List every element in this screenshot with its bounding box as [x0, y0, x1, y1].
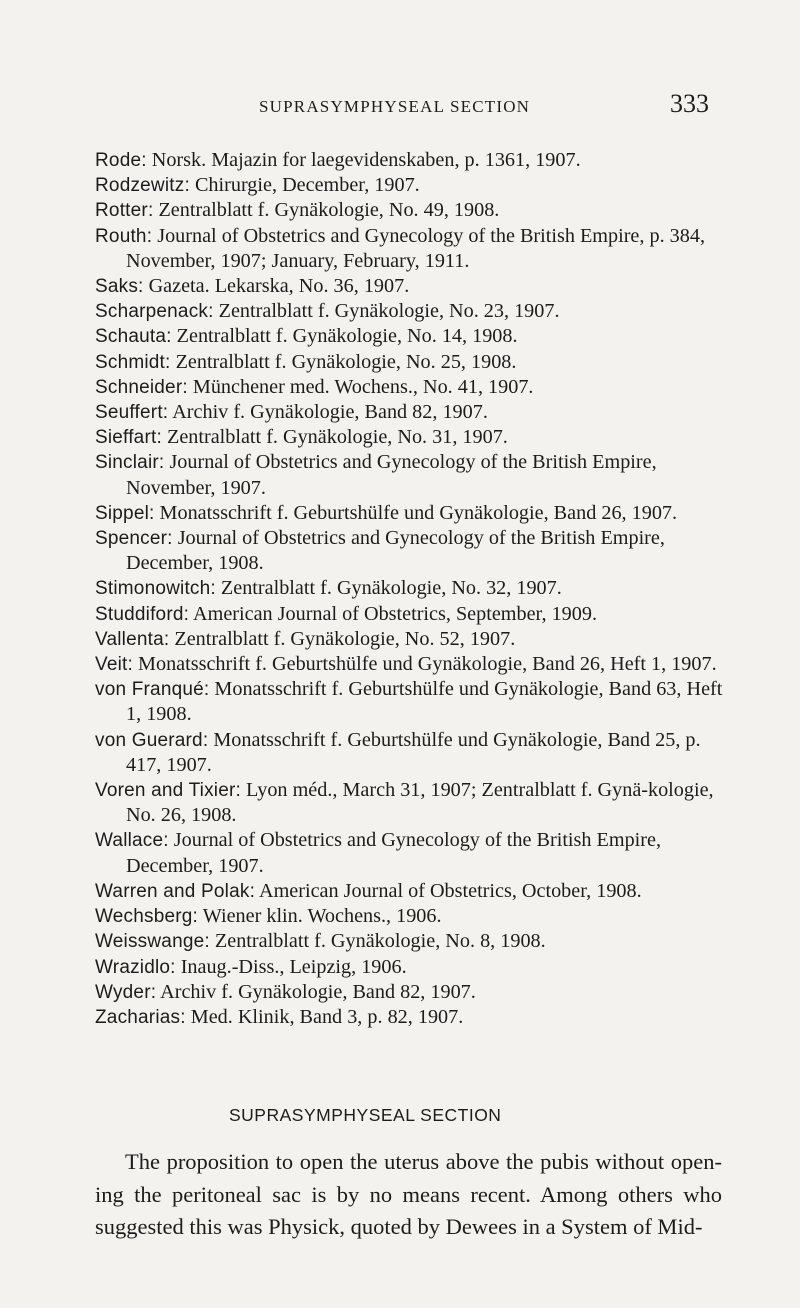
reference-author: Zacharias: [95, 1006, 186, 1028]
reference-citation: Gazeta. Lekarska, No. 36, 1907. [148, 275, 410, 298]
reference-author: Wyder: [95, 981, 157, 1003]
reference-entry [95, 350, 723, 375]
section-heading: SUPRASYMPHYSEAL SECTION [229, 1105, 502, 1125]
reference-author: Saks: [95, 276, 144, 298]
reference-citation: Zentralblatt f. Gynäkologie, No. 14, 1908. [176, 325, 518, 348]
reference-author: Weisswange: [95, 931, 210, 953]
reference-author: Schauta: [95, 326, 172, 348]
reference-author: Vallenta: [95, 628, 170, 650]
reference-citation: Wiener klin. Wochens., 1906. [202, 905, 442, 928]
reference-entry [95, 526, 723, 576]
reference-citation: Zentralblatt f. Gynäkologie, No. 52, 1907. [174, 627, 516, 650]
reference-list [95, 148, 723, 1030]
running-head: SUPRASYMPHYSEAL SECTION [259, 97, 531, 116]
reference-author: Rode: [95, 150, 147, 171]
reference-citation: Zentralblatt f. Gynäkologie, No. 25, 1908. [175, 350, 517, 373]
reference-citation: Med. Klinik, Band 3, p. 82, 1907. [190, 1005, 464, 1028]
reference-entry [95, 677, 723, 727]
reference-citation: American Journal of Obstetrics, October, 1908. [259, 879, 642, 902]
reference-entry [95, 602, 723, 627]
reference-citation: Zentralblatt f. Gynäkologie, No. 31, 1907. [166, 426, 508, 449]
reference-author: Studdiford: [95, 603, 190, 625]
reference-citation: Journal of Obstetrics and Gynecology of the British Empire, p. 384, November, 1907; January, February, 1911. [126, 224, 705, 272]
reference-entry [95, 173, 723, 198]
reference-author: Rotter: [95, 200, 154, 222]
reference-citation: American Journal of Obstetrics, September, 1909. [193, 602, 597, 625]
reference-author: Sippel: [95, 502, 155, 524]
reference-author: Sieffart: [95, 427, 162, 449]
reference-citation: Chirurgie, December, 1907. [194, 174, 420, 197]
reference-entry [95, 425, 723, 450]
reference-author: Veit: [95, 654, 133, 676]
reference-citation: Monatsschrift f. Geburtshülfe und Gynäkologie, Band 25, p. 417, 1907. [126, 728, 701, 776]
reference-entry [95, 929, 723, 954]
reference-entry [95, 778, 723, 828]
reference-entry [95, 980, 723, 1005]
reference-author: Seuffert: [95, 402, 169, 424]
reference-author: Wallace: [95, 830, 169, 852]
reference-citation: Archiv f. Gynäkologie, Band 82, 1907. [160, 980, 476, 1003]
reference-author: Routh: [95, 225, 153, 247]
reference-author: Scharpenack: [95, 301, 214, 323]
reference-entry [95, 879, 723, 904]
reference-citation: Journal of Obstetrics and Gynecology of the British Empire, December, 1908. [126, 527, 665, 575]
reference-author: Spencer: [95, 528, 173, 550]
reference-citation: Journal of Obstetrics and Gynecology of the British Empire, December, 1907. [126, 829, 661, 877]
reference-entry [95, 627, 723, 652]
reference-author: Schmidt: [95, 351, 171, 373]
reference-entry [95, 904, 723, 929]
reference-entry [95, 148, 723, 173]
reference-citation: Zentralblatt f. Gynäkologie, No. 32, 1907. [220, 577, 562, 600]
reference-author: Rodzewitz: [95, 175, 190, 197]
reference-entry [95, 652, 723, 677]
reference-author: Wechsberg: [95, 906, 199, 928]
reference-citation: Norsk. Majazin for laegevidenskaben, p. 1361, 1907. [151, 149, 581, 171]
reference-author: Schneider: [95, 376, 188, 398]
reference-author: Stimonowitch: [95, 578, 216, 600]
reference-entry [95, 400, 723, 425]
reference-citation: Zentralblatt f. Gynäkologie, No. 23, 1907. [218, 300, 560, 323]
reference-entry [95, 728, 723, 778]
reference-citation: Archiv f. Gynäkologie, Band 82, 1907. [172, 401, 488, 424]
reference-entry [95, 274, 723, 299]
reference-entry [95, 324, 723, 349]
reference-author: Voren and Tixier: [95, 780, 241, 802]
reference-entry [95, 198, 723, 223]
reference-citation: Inaug.-Diss., Leipzig, 1906. [180, 955, 407, 978]
reference-entry [95, 1005, 723, 1030]
reference-entry [95, 955, 723, 980]
reference-citation: Münchener med. Wochens., No. 41, 1907. [192, 375, 534, 398]
reference-entry [95, 828, 723, 878]
reference-author: Wrazidlo: [95, 956, 176, 978]
reference-citation: Zentralblatt f. Gynäkologie, No. 8, 1908. [214, 930, 546, 953]
reference-entry [95, 299, 723, 324]
reference-entry [95, 224, 723, 274]
reference-entry [95, 576, 723, 601]
reference-entry [95, 375, 723, 400]
reference-citation: Monatsschrift f. Geburtshülfe und Gynäkologie, Band 63, Heft 1, 1908. [126, 678, 723, 726]
reference-citation: Journal of Obstetrics and Gynecology of the British Empire, November, 1907. [126, 451, 657, 499]
reference-author: von Franqué: [95, 679, 210, 701]
reference-citation: Monatsschrift f. Geburtshülfe und Gynäkologie, Band 26, Heft 1, 1907. [138, 653, 717, 676]
reference-author: Warren and Polak: [95, 880, 256, 902]
page-number: 333 [670, 89, 709, 118]
reference-citation: Lyon méd., March 31, 1907; Zentralblatt f. Gynä-kologie, No. 26, 1908. [126, 779, 714, 827]
body-paragraph: The proposition to open the uterus above the pubis without open-ing the peritoneal sac is by no means recent. Among others who suggested this was Physick, quoted by Dewees in a System of Mid- [95, 1149, 722, 1239]
reference-entry [95, 450, 723, 500]
reference-entry [95, 501, 723, 526]
reference-citation: Monatsschrift f. Geburtshülfe und Gynäkologie, Band 26, 1907. [159, 501, 678, 524]
reference-author: Sinclair: [95, 452, 165, 474]
reference-citation: Zentralblatt f. Gynäkologie, No. 49, 1908. [158, 199, 500, 222]
reference-author: von Guerard: [95, 729, 209, 751]
